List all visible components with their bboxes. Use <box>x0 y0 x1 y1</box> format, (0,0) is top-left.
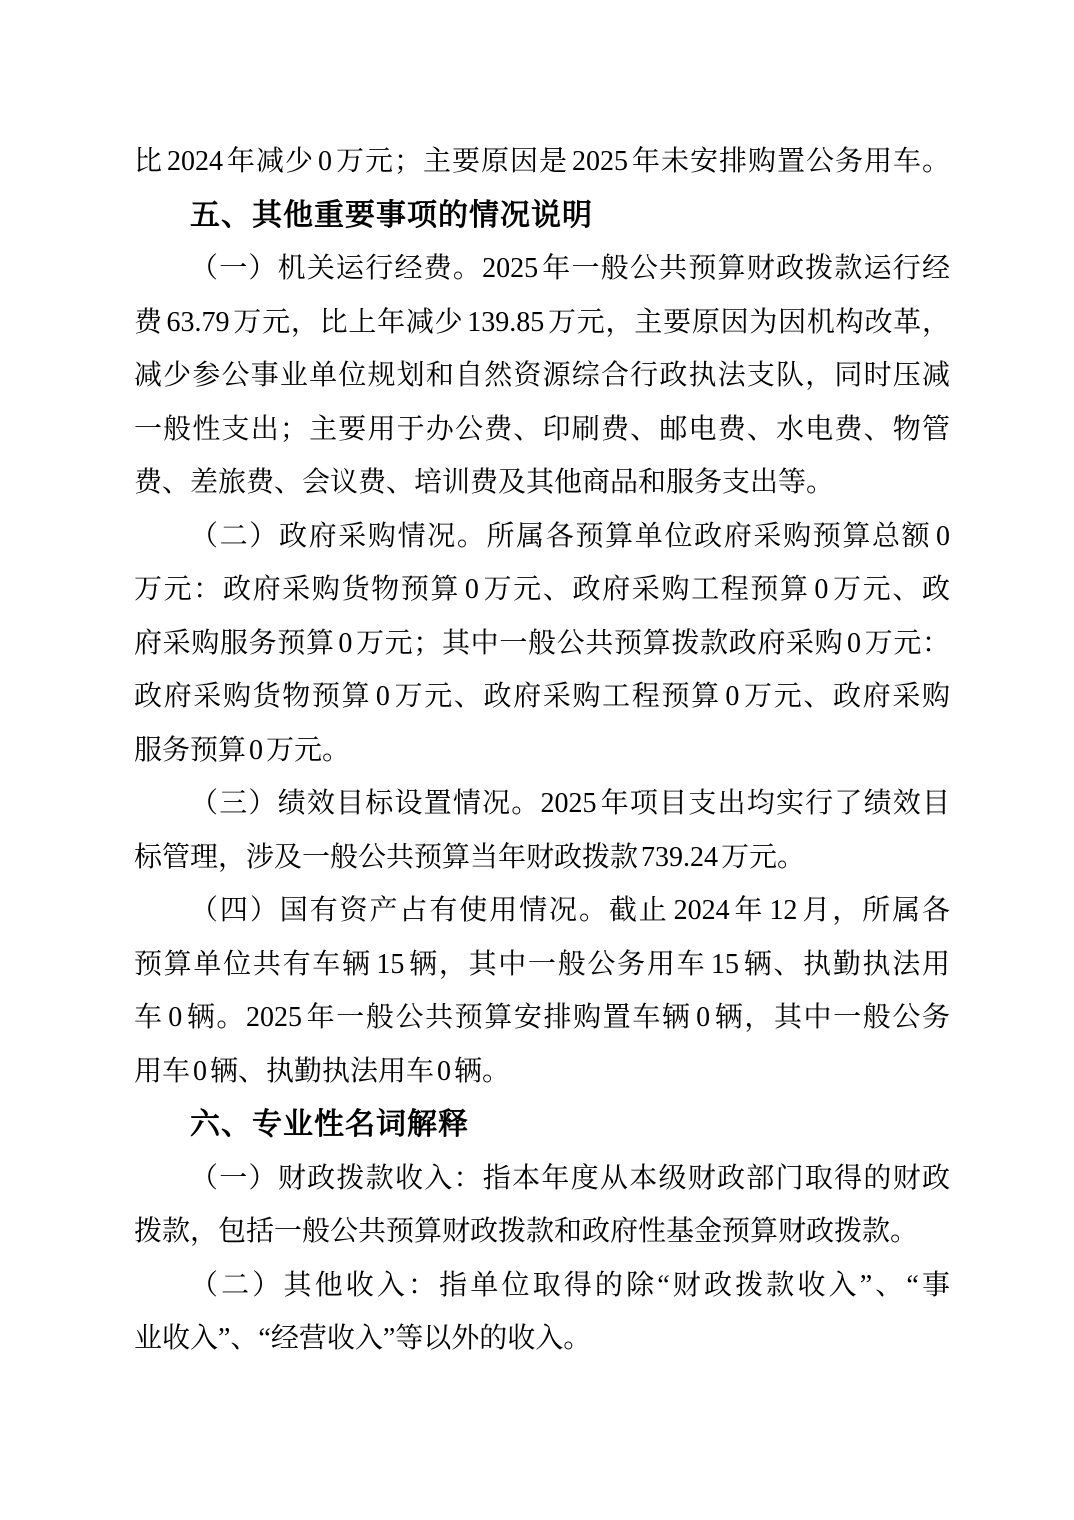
text-line: （二）政府采购情况。所属各预算单位政府采购预算总额 0 <box>190 520 950 552</box>
text-line: 标管理，涉及一般公共预算当年财政拨款 739.24 万元。 <box>134 841 806 873</box>
text-line: 用车 0 辆、执勤执法用车 0 辆。 <box>134 1055 511 1087</box>
text-line: 减少参公事业单位规划和自然资源综合行政执法支队，同时压减 <box>134 360 950 391</box>
text-line: 政府采购货物预算 0 万元、政府采购工程预算 0 万元、政府采购 <box>134 681 950 712</box>
text-line: 业收入”、“经营收入”等以外的收入。 <box>134 1323 592 1354</box>
document-body <box>134 135 950 1366</box>
text-line: （二）其他收入：指单位取得的除“财政拨款收入”、“事 <box>190 1269 950 1301</box>
text-line: （三）绩效目标设置情况。2025 年项目支出均实行了绩效目 <box>190 788 950 819</box>
text-line: （四）国有资产占有使用情况。截止 2024 年 12 月，所属各 <box>190 895 950 926</box>
text-line: （一）财政拨款收入：指本年度从本级财政部门取得的财政 <box>190 1162 950 1194</box>
text-line: 一般性支出；主要用于办公费、印刷费、邮电费、水电费、物管 <box>134 413 950 445</box>
text-line: 费、差旅费、会议费、培训费及其他商品和服务支出等。 <box>134 467 835 498</box>
text-line: 车 0 辆。2025 年一般公共预算安排购置车辆 0 辆，其中一般公务 <box>134 1002 950 1033</box>
text-line: 府采购服务预算 0 万元；其中一般公共预算拨款政府采购 0 万元： <box>134 627 950 659</box>
text-line: 费 63.79 万元，比上年减少 139.85 万元，主要原因为因机构改革， <box>134 306 950 338</box>
text-line: 万元：政府采购货物预算 0 万元、政府采购工程预算 0 万元、政 <box>134 574 950 605</box>
text-line: 拨款，包括一般公共预算财政拨款和政府性基金预算财政拨款。 <box>134 1216 919 1247</box>
text-line: 预算单位共有车辆 15 辆，其中一般公务用车 15 辆、执勤执法用 <box>134 948 950 980</box>
text-line: 比 2024 年减少 0 万元；主要原因是 2025 年未安排购置公务用车。 <box>134 146 950 177</box>
text-line: （一）机关运行经费。2025 年一般公共预算财政拨款运行经 <box>190 253 950 284</box>
text-line: 服务预算 0 万元。 <box>134 734 351 766</box>
section-heading: 五、其他重要事项的情况说明 <box>190 198 593 232</box>
section-heading: 六、专业性名词解释 <box>190 1108 469 1141</box>
